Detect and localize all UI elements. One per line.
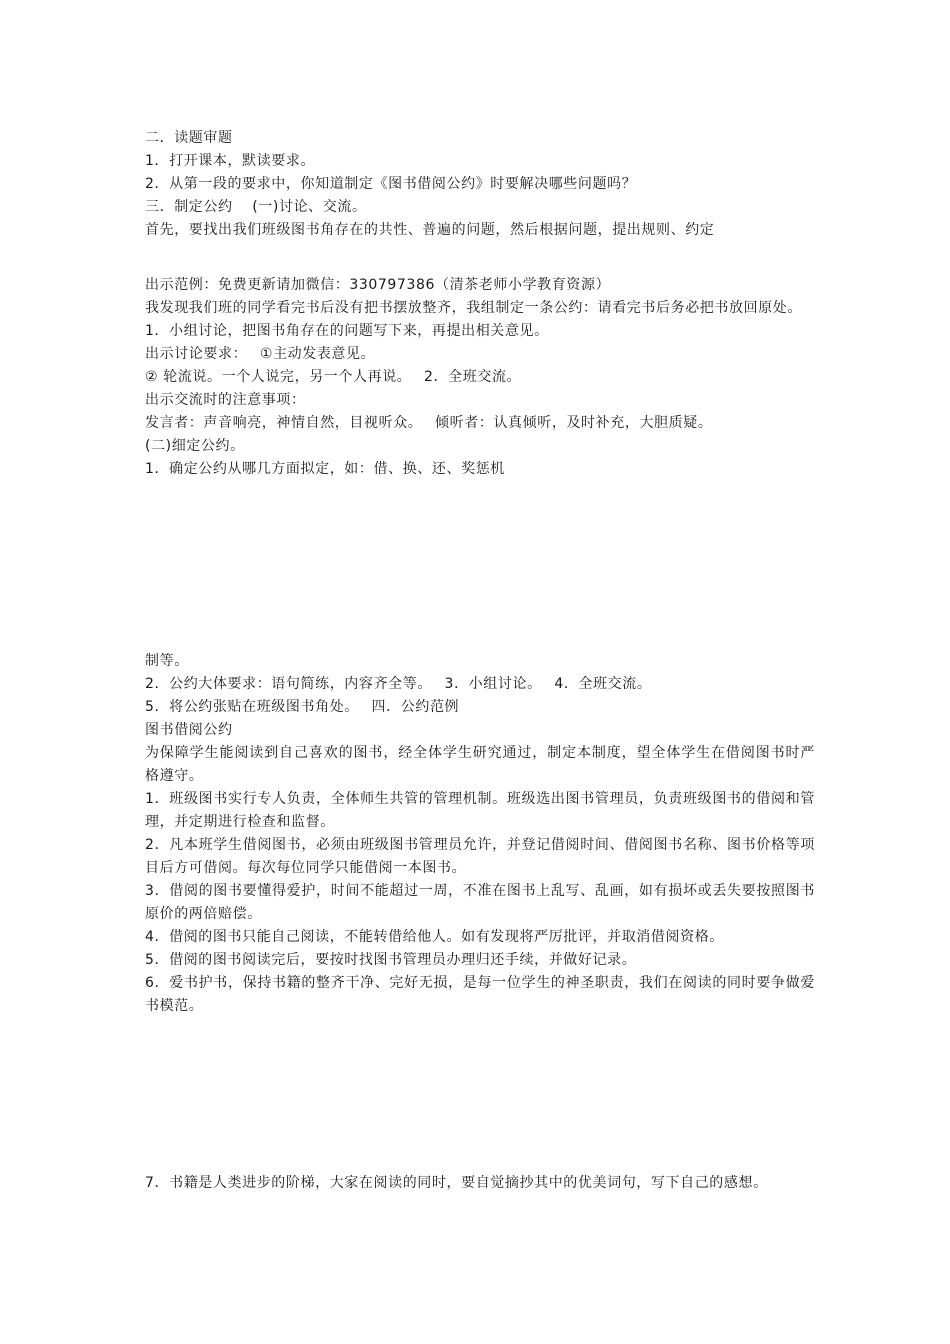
step-open-book: 1．打开课本，默读要求。 <box>145 153 316 169</box>
convention-rule-5: 5．借阅的图书阅读完后，要按时找图书管理员办理归还手续，并做好记录。 <box>145 952 637 968</box>
example-line: 出示范例：免费更新请加微信：330797386（清茶老师小学教育资源） <box>145 277 611 293</box>
section-final <box>145 1172 815 1195</box>
convention-title: 图书借阅公约 <box>145 722 233 738</box>
convention-preamble: 为保障学生能阅读到自己喜欢的图书，经全体学生研究通过，制定本制度，望全体学生在借阅图书时严格遵守。 <box>145 745 815 784</box>
convention-requirements: 2．公约大体要求：语句简练，内容齐全等。 3．小组讨论。 4．全班交流。 <box>145 676 652 692</box>
heading-read-question: 二．读题审题 <box>145 130 233 146</box>
group-discussion: 1．小组讨论，把图书角存在的问题写下来，再提出相关意见。 <box>145 323 549 339</box>
speaker-listener: 发言者：声音响亮，神情自然，目视听众。 倾听者：认真倾听，及时补充，大胆质疑。 <box>145 415 713 431</box>
convention-rule-4: 4．借阅的图书只能自己阅读，不能转借给他人。如有发现将严厉批评，并取消借阅资格。 <box>145 929 724 945</box>
section-reading <box>145 127 815 242</box>
discussion-requirements: 出示讨论要求： ①主动发表意见。 <box>145 346 376 362</box>
post-convention: 5．将公约张贴在班级图书角处。 四．公约范例 <box>145 699 460 715</box>
take-turns: ② 轮流说。一个人说完，另一个人再说。 2．全班交流。 <box>145 369 522 385</box>
aspects-line: 1．确定公约从哪几方面拟定，如：借、换、还、奖惩机 <box>145 461 505 477</box>
convention-rule-1: 1．班级图书实行专人负责，全体师生共管的管理机制。班级选出图书管理员，负责班级图书的借阅和管理，并定期进行检查和监督。 <box>145 791 815 830</box>
heading-make-convention: 三．制定公约 (一)讨论、交流。 <box>145 199 367 215</box>
example-paragraph: 我发现我们班的同学看完书后没有把书摆放整齐，我组制定一条公约：请看完书后务必把书放回原处。 <box>145 300 802 316</box>
convention-rule-6: 6．爱书护书，保持书籍的整齐干净、完好无损，是每一位学生的神圣职责，我们在阅读的同时要争做爱书模范。 <box>145 975 815 1014</box>
section-convention <box>145 650 815 1018</box>
convention-rule-7: 7．书籍是人类进步的阶梯，大家在阅读的同时，要自觉摘抄其中的优美词句，写下自己的感想。 <box>145 1175 768 1191</box>
intro-find-problems: 首先，要找出我们班级图书角存在的共性、普遍的问题，然后根据问题，提出规则、约定 <box>145 222 715 238</box>
exchange-notes-heading: 出示交流时的注意事项： <box>145 392 306 408</box>
convention-rule-2: 2．凡本班学生借阅图书，必须由班级图书管理员允许，并登记借阅时间、借阅图书名称、图书价格等项目后方可借阅。每次每位同学只能借阅一本图书。 <box>145 837 815 876</box>
heading-refine-convention: (二)细定公约。 <box>145 438 245 454</box>
step-first-paragraph: 2．从第一段的要求中，你知道制定《图书借阅公约》时要解决哪些问题吗？ <box>145 176 637 192</box>
section-discussion <box>145 274 815 481</box>
convention-rule-3: 3．借阅的图书要懂得爱护，时间不能超过一周，不准在图书上乱写、乱画，如有损坏或丢失要按照图书原价的两倍赔偿。 <box>145 883 815 922</box>
aspects-continued: 制等。 <box>145 653 189 669</box>
